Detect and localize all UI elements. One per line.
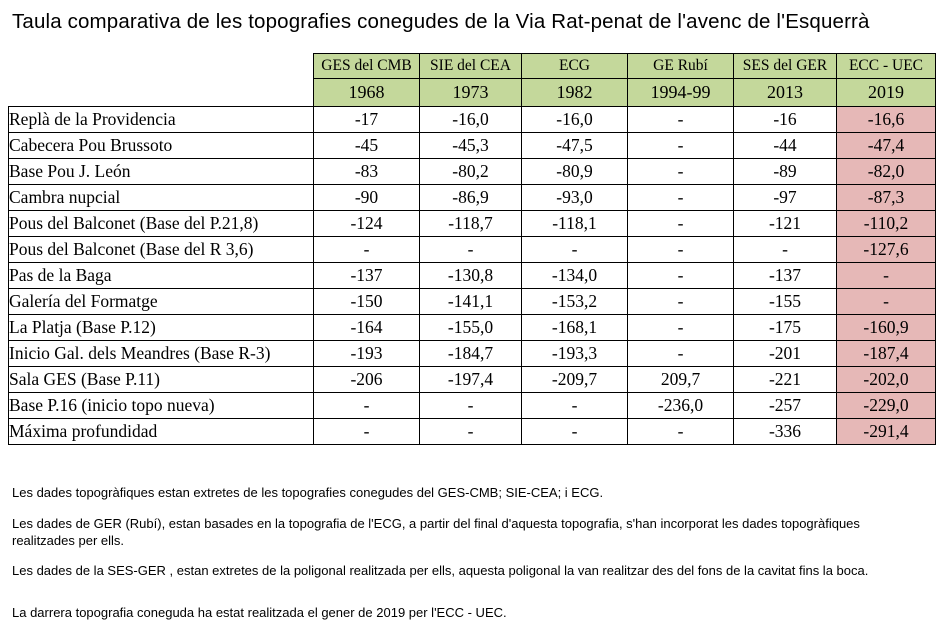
table-cell: -16,0 xyxy=(522,107,628,133)
table-cell: - xyxy=(628,133,734,159)
row-label: Sala GES (Base P.11) xyxy=(9,367,314,393)
table-cell: -229,0 xyxy=(837,393,936,419)
table-cell: -82,0 xyxy=(837,159,936,185)
table-cell: -45 xyxy=(314,133,420,159)
table-cell: -86,9 xyxy=(420,185,522,211)
table-cell: -130,8 xyxy=(420,263,522,289)
table-row xyxy=(9,159,936,185)
table-row xyxy=(9,315,936,341)
header-year: 1994-99 xyxy=(628,79,734,107)
table-cell: - xyxy=(628,419,734,445)
table-cell: - xyxy=(837,263,936,289)
table-cell: - xyxy=(628,315,734,341)
table-cell: -150 xyxy=(314,289,420,315)
table-row xyxy=(9,419,936,445)
table-cell: - xyxy=(314,419,420,445)
table-cell: - xyxy=(628,107,734,133)
table-cell: - xyxy=(628,185,734,211)
table-cell: -16 xyxy=(734,107,837,133)
table-cell: -118,1 xyxy=(522,211,628,237)
table-cell: -160,9 xyxy=(837,315,936,341)
table-cell: -134,0 xyxy=(522,263,628,289)
table-cell: -87,3 xyxy=(837,185,936,211)
note-4: La darrera topografia coneguda ha estat realitzada el gener de 2019 per l'ECC - UEC. xyxy=(12,605,507,620)
table-cell: -257 xyxy=(734,393,837,419)
table-cell: -121 xyxy=(734,211,837,237)
table-cell: - xyxy=(420,237,522,263)
row-label: Replà de la Providencia xyxy=(9,107,314,133)
row-label: Galería del Formatge xyxy=(9,289,314,315)
table-cell: - xyxy=(522,237,628,263)
note-3: Les dades de la SES-GER , estan extretes de la poligonal realitzada per ells, aquesta poligonal la van realitzar des del fons de la cavitat fins la boca. xyxy=(12,563,869,578)
table-cell: -45,3 xyxy=(420,133,522,159)
table-cell: - xyxy=(522,393,628,419)
row-label: Cambra nupcial xyxy=(9,185,314,211)
table-cell: -197,4 xyxy=(420,367,522,393)
table-row xyxy=(9,107,936,133)
header-group: SES del GER xyxy=(734,54,837,79)
header-year: 1968 xyxy=(314,79,420,107)
table-cell: -291,4 xyxy=(837,419,936,445)
table-row xyxy=(9,341,936,367)
note-2: Les dades de GER (Rubí), estan basades en la topografia de l'ECG, a partir del final d'aquesta topografia, s'han incorporat les dades topogràfiques realitzades per ells. xyxy=(12,516,860,548)
table-cell: -137 xyxy=(734,263,837,289)
row-label: Pous del Balconet (Base del P.21,8) xyxy=(9,211,314,237)
table-cell: -153,2 xyxy=(522,289,628,315)
table-row xyxy=(9,237,936,263)
table-cell: -118,7 xyxy=(420,211,522,237)
table-cell: - xyxy=(837,289,936,315)
table-cell: - xyxy=(420,393,522,419)
table-cell: -184,7 xyxy=(420,341,522,367)
header-year: 1973 xyxy=(420,79,522,107)
row-label: Cabecera Pou Brussoto xyxy=(9,133,314,159)
table-cell: -221 xyxy=(734,367,837,393)
row-label: Base Pou J. León xyxy=(9,159,314,185)
table-cell: -155 xyxy=(734,289,837,315)
table-cell: - xyxy=(522,419,628,445)
row-label: Pas de la Baga xyxy=(9,263,314,289)
table-row xyxy=(9,211,936,237)
table-cell: -44 xyxy=(734,133,837,159)
table-cell: -175 xyxy=(734,315,837,341)
table-cell: - xyxy=(734,237,837,263)
header-year: 2019 xyxy=(837,79,936,107)
row-label: Inicio Gal. dels Meandres (Base R-3) xyxy=(9,341,314,367)
table-body xyxy=(9,107,936,445)
table-row xyxy=(9,263,936,289)
table-cell: -80,9 xyxy=(522,159,628,185)
table-cell: - xyxy=(628,289,734,315)
table-cell: -206 xyxy=(314,367,420,393)
header-year: 1982 xyxy=(522,79,628,107)
table-cell: -17 xyxy=(314,107,420,133)
header-group: ECG xyxy=(522,54,628,79)
table-cell: -193 xyxy=(314,341,420,367)
table-cell: - xyxy=(628,263,734,289)
table-cell: - xyxy=(420,419,522,445)
table-cell: -80,2 xyxy=(420,159,522,185)
table-cell: -193,3 xyxy=(522,341,628,367)
header-group: GE Rubí xyxy=(628,54,734,79)
table-cell: - xyxy=(314,237,420,263)
table-cell: -47,4 xyxy=(837,133,936,159)
table-cell: -336 xyxy=(734,419,837,445)
table-row xyxy=(9,185,936,211)
table-row xyxy=(9,289,936,315)
header-group: SIE del CEA xyxy=(420,54,522,79)
header-year: 2013 xyxy=(734,79,837,107)
table-cell: -187,4 xyxy=(837,341,936,367)
table-cell: -124 xyxy=(314,211,420,237)
header-corner xyxy=(9,54,314,107)
note-1: Les dades topogràfiques estan extretes de les topografies conegudes del GES-CMB; SIE-CEA; i ECG. xyxy=(12,485,604,500)
table-cell: -83 xyxy=(314,159,420,185)
table-cell: -155,0 xyxy=(420,315,522,341)
table-cell: - xyxy=(628,237,734,263)
row-label: Máxima profundidad xyxy=(9,419,314,445)
table-cell: -168,1 xyxy=(522,315,628,341)
table-cell: -16,6 xyxy=(837,107,936,133)
table-cell: 209,7 xyxy=(628,367,734,393)
table-cell: - xyxy=(628,341,734,367)
table-cell: -90 xyxy=(314,185,420,211)
table-row xyxy=(9,133,936,159)
header-group: ECC - UEC xyxy=(837,54,936,79)
table-cell: -201 xyxy=(734,341,837,367)
page-title: Taula comparativa de les topografies conegudes de la Via Rat-penat de l'avenc de l'Esquerrà xyxy=(12,10,870,33)
table-cell: -164 xyxy=(314,315,420,341)
table-cell: -202,0 xyxy=(837,367,936,393)
header-group: GES del CMB xyxy=(314,54,420,79)
table-cell: -16,0 xyxy=(420,107,522,133)
topography-table xyxy=(8,53,936,445)
row-label: Base P.16 (inicio topo nueva) xyxy=(9,393,314,419)
table-cell: - xyxy=(314,393,420,419)
table-cell: -236,0 xyxy=(628,393,734,419)
table-cell: -89 xyxy=(734,159,837,185)
table-cell: -209,7 xyxy=(522,367,628,393)
table-cell: -137 xyxy=(314,263,420,289)
table-cell: - xyxy=(628,159,734,185)
table-row xyxy=(9,393,936,419)
table-cell: - xyxy=(628,211,734,237)
table-cell: -97 xyxy=(734,185,837,211)
table-cell: -93,0 xyxy=(522,185,628,211)
table-row xyxy=(9,367,936,393)
table-cell: -47,5 xyxy=(522,133,628,159)
table-cell: -141,1 xyxy=(420,289,522,315)
header-row-groups xyxy=(9,54,936,79)
row-label: Pous del Balconet (Base del R 3,6) xyxy=(9,237,314,263)
table-cell: -110,2 xyxy=(837,211,936,237)
row-label: La Platja (Base P.12) xyxy=(9,315,314,341)
table-cell: -127,6 xyxy=(837,237,936,263)
